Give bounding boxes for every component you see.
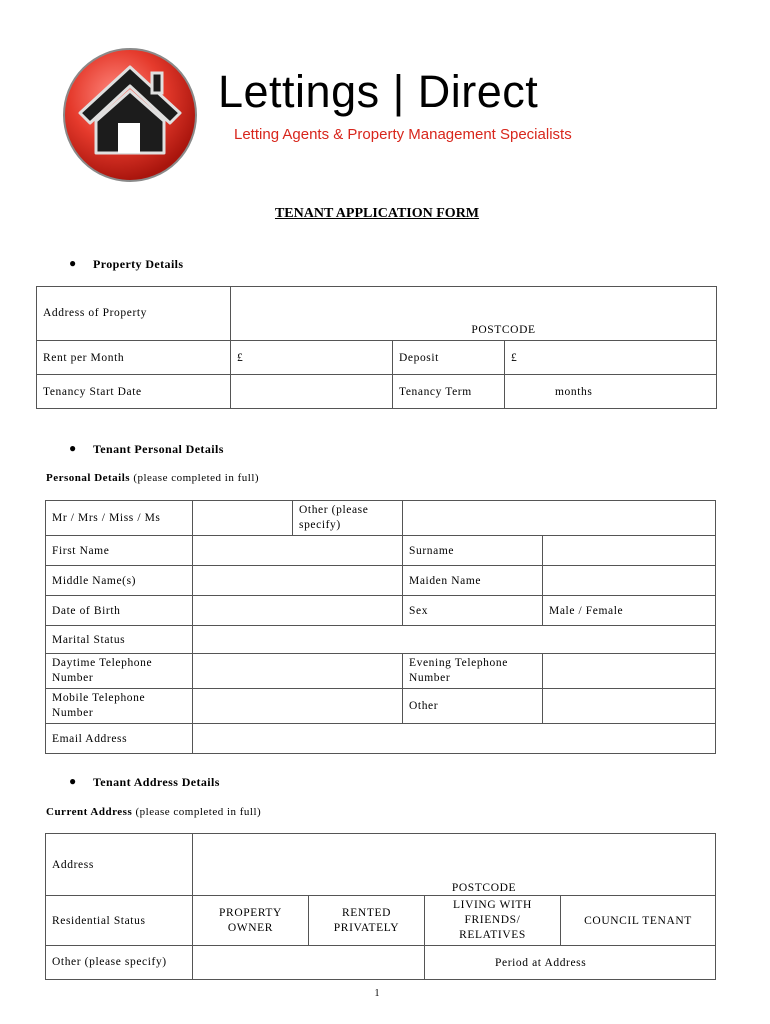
deposit-label: Deposit: [393, 341, 505, 375]
maiden-name-label: Maiden Name: [403, 566, 543, 596]
personal-subheading-bold: Personal Details: [46, 472, 131, 484]
bullet-icon: ●: [69, 441, 77, 455]
address-of-property-field[interactable]: [231, 287, 717, 341]
sex-options: Male / Female: [549, 604, 624, 617]
period-at-address-field[interactable]: [425, 946, 716, 980]
tenancy-term-field[interactable]: [505, 375, 717, 409]
tenancy-term-label: Tenancy Term: [393, 375, 505, 409]
address-subheading-bold: Current Address: [46, 806, 133, 818]
postcode-label: POSTCODE: [471, 324, 536, 336]
maiden-name-field[interactable]: [543, 566, 716, 596]
address-postcode-label: POSTCODE: [451, 882, 517, 894]
daytime-phone-label: Daytime Telephone Number: [46, 654, 193, 689]
section-heading-property: Property Details: [93, 257, 184, 271]
tenancy-start-label: Tenancy Start Date: [37, 375, 231, 409]
other-status-label: Other (please specify): [46, 946, 193, 980]
personal-table: [45, 500, 716, 754]
evening-phone-label: Evening Telephone Number: [403, 654, 543, 689]
status-living-with-friends-option[interactable]: LIVING WITH FRIENDS/ RELATIVES: [425, 896, 561, 946]
other-status-field[interactable]: [193, 946, 425, 980]
bullet-icon: ●: [69, 256, 77, 270]
rent-label: Rent per Month: [37, 341, 231, 375]
deposit-currency: £: [511, 351, 518, 364]
middle-name-field[interactable]: [193, 566, 403, 596]
section-heading-address: Tenant Address Details: [93, 775, 220, 789]
first-name-field[interactable]: [193, 536, 403, 566]
title-field[interactable]: [193, 501, 293, 536]
brand-title: Lettings | Direct: [218, 66, 539, 117]
dob-field[interactable]: [193, 596, 403, 626]
status-council-tenant-option[interactable]: COUNCIL TENANT: [561, 896, 716, 946]
other-phone-label: Other: [403, 689, 543, 724]
address-of-property-label: Address of Property: [37, 287, 231, 341]
address-table: [45, 833, 716, 980]
first-name-label: First Name: [46, 536, 193, 566]
daytime-phone-field[interactable]: [193, 654, 403, 689]
marital-label: Marital Status: [46, 626, 193, 654]
form-title: TENANT APPLICATION FORM: [274, 206, 480, 221]
other-phone-field[interactable]: [543, 689, 716, 724]
evening-phone-field[interactable]: [543, 654, 716, 689]
personal-subheading: [46, 472, 259, 484]
title-label: Mr / Mrs / Miss / Ms: [46, 501, 193, 536]
brand-subtitle: Letting Agents & Property Management Specialists: [234, 126, 572, 143]
mobile-phone-field[interactable]: [193, 689, 403, 724]
status-rented-privately-option[interactable]: RENTED PRIVATELY: [309, 896, 425, 946]
page-number: 1: [374, 988, 380, 999]
rent-field[interactable]: [231, 341, 393, 375]
tenancy-start-field[interactable]: [231, 375, 393, 409]
bullet-icon: ●: [69, 774, 77, 788]
surname-field[interactable]: [543, 536, 716, 566]
sex-field[interactable]: [543, 596, 716, 626]
address-subheading: [46, 806, 261, 818]
address-label: Address: [46, 834, 193, 896]
other-title-label: Other (please specify): [293, 501, 403, 536]
status-property-owner-option[interactable]: PROPERTY OWNER: [193, 896, 309, 946]
sex-label: Sex: [403, 596, 543, 626]
email-label: Email Address: [46, 724, 193, 754]
house-icon: [60, 45, 200, 185]
email-field[interactable]: [193, 724, 716, 754]
dob-label: Date of Birth: [46, 596, 193, 626]
middle-name-label: Middle Name(s): [46, 566, 193, 596]
section-heading-personal: Tenant Personal Details: [93, 442, 224, 456]
surname-label: Surname: [403, 536, 543, 566]
address-field[interactable]: [193, 834, 716, 896]
marital-field[interactable]: [193, 626, 716, 654]
personal-subheading-note: (please completed in full): [133, 472, 260, 484]
deposit-field[interactable]: [505, 341, 717, 375]
address-subheading-note: (please completed in full): [135, 806, 262, 818]
mobile-phone-label: Mobile Telephone Number: [46, 689, 193, 724]
rent-currency: £: [237, 351, 244, 364]
period-at-address-label: Period at Address: [495, 956, 587, 969]
residential-status-label: Residential Status: [46, 896, 193, 946]
other-title-field[interactable]: [403, 501, 716, 536]
term-unit: months: [555, 385, 593, 398]
property-table: [36, 286, 717, 409]
